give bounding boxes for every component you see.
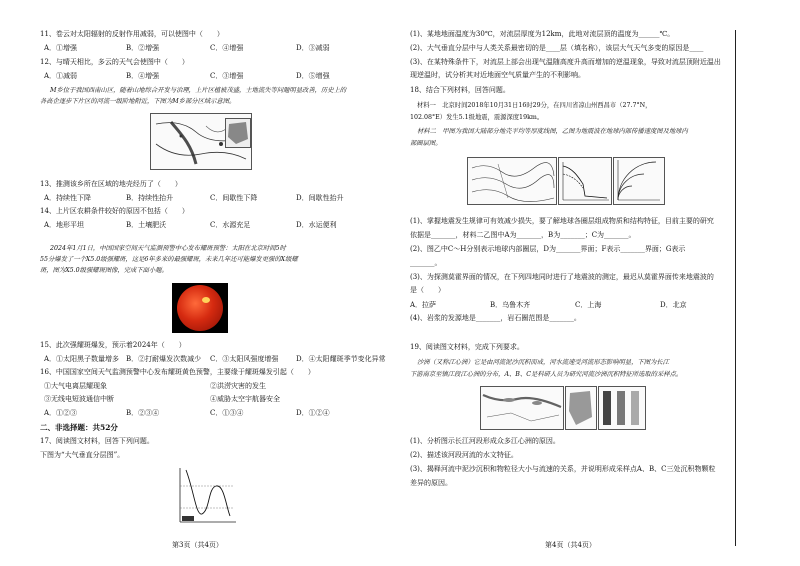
q17-part1: (1)、某地地面温度为30℃，对流层厚度为12km，此地对流层顶的温度为______℃。	[410, 30, 675, 38]
q18-part3-line1: (3)、为探测莫霍界面的情况，在下列四地同时进行了地震波的测定，最迟从莫霍界面传来地震波的	[410, 273, 714, 281]
q18-part3-line2: 是（ ）	[410, 286, 445, 294]
q14-stem: 14、上片区农耕条件较好的原因不包括（ ）	[40, 207, 189, 215]
inset-map	[225, 118, 251, 148]
section-heading: 二、非选择题：共52分	[40, 423, 118, 432]
river-sandbar-map	[480, 386, 564, 430]
q18-option-c: C．上海	[575, 301, 602, 309]
q16-item-2: ②洪涝灾害的发生	[210, 382, 266, 390]
q17-stem: 17、阅读图文材料，回答下列问题。	[40, 437, 154, 445]
q18-stem: 18、结合下列材料，回答问题。	[410, 86, 510, 94]
q12-option-a: A．①减弱	[44, 72, 78, 80]
sediment-grain-chart	[598, 386, 646, 430]
q13-option-b: B．持续性抬升	[126, 194, 174, 202]
q17-part3-line1: (3)、在某特殊条件下，对流层上部会出现气温随高度升高而增加的逆温现象，导致对流层顶附近温出	[410, 58, 721, 66]
q16-item-4: ④威胁太空宇航器安全	[210, 395, 280, 403]
passage3-line1: 沙洲（又称江心洲）它是由河流泥沙沉积而成，河水流速受河流形态影响明显，下图为长江	[417, 359, 669, 366]
q16-choice-b: B．②③④	[126, 409, 160, 417]
q17-sub: 下图为“大气垂直分层图”。	[40, 451, 125, 459]
q16-item-3: ③无线电短波通信中断	[44, 395, 114, 403]
atmosphere-layer-diagram	[172, 466, 238, 530]
q18-option-b: B．乌鲁木齐	[490, 301, 531, 309]
q16-item-1: ①大气电离层耀现象	[44, 382, 107, 390]
q16-choice-d: D．①②④	[296, 409, 330, 417]
q18-part1-line2: 依据是_______，材料二乙图中A为_______，B为_______；C为_______。	[410, 231, 636, 239]
q18-part2-line1: (2)、图乙中C～H分别表示地球内部圈层，D为_______界面；F表示_______界面；G表示	[410, 245, 686, 253]
material2-line2: 部圈层图。	[410, 140, 442, 147]
seismic-wave-speed-chart	[558, 157, 612, 205]
passage3-line2: 下游南京至镇江段江心洲的分布，A、B、C是科研人员为研究河流沙洲沉积特征所选取的采样点。	[410, 371, 683, 378]
q19-part2: (2)、描述该河段河流的水文特征。	[410, 451, 518, 459]
passage2-line1: 2024年1月1日，中国国家空间天气监测预警中心发布耀斑预警：太阳在北京时间5时	[50, 245, 286, 252]
passage1-line2: 各高企逐步下片区的河流一级阶地附近，下图为M乡部分区域示意图。	[40, 98, 236, 105]
q18-part1-line1: (1)、掌握地震发生规律可有效减少损失，要了解地球各圈层组成物质和结构特征，目前主要的研究	[410, 217, 714, 225]
page-footer-left: 第3页（共4页）	[172, 541, 223, 549]
material1-line1: 材料一 北京时间2018年10月31日16时29分，在四川省凉山州西昌市（27.7°N，	[417, 102, 652, 109]
page-footer-right: 第4页（共4页）	[545, 541, 596, 549]
q18-option-d: D．北京	[660, 301, 687, 309]
q11-stem: 11、卷云对太阳辐射的反射作用减弱，可以使图中（ ）	[40, 30, 224, 38]
q17-part3-line2: 现逆温时，试分析其对近地面空气质量产生的不利影响。	[410, 71, 585, 79]
q12-stem: 12、与晴天相比，多云的天气会使图中（ ）	[40, 58, 189, 66]
q17-part2: (2)、大气垂直分层中与人类关系最密切的是____层（填名称），该层大气天气多变的原因是____	[410, 44, 704, 52]
crust-thickness-map	[467, 157, 557, 205]
q18-option-a: A．拉萨	[410, 301, 437, 309]
q11-option-b: B．②增强	[126, 44, 160, 52]
q15-option-c: C．③太阳风强度增强	[210, 355, 279, 363]
q11-option-a: A．①增强	[44, 44, 78, 52]
q16-choice-a: A．①②③	[44, 409, 78, 417]
solar-flare-image	[172, 283, 228, 333]
q19-part3-line2: 差异的原因。	[410, 479, 452, 487]
q12-option-d: D．⑤增强	[296, 72, 330, 80]
q12-option-b: B．④增强	[126, 72, 160, 80]
binding-line	[735, 30, 736, 546]
q16-stem: 16、中国国家空间天气监测预警中心发布耀斑黄色预警，主要缘于耀斑爆发引起（ ）	[40, 368, 315, 376]
q18-part2-line2: _______。	[410, 259, 442, 267]
q16-choice-c: C．①③④	[210, 409, 244, 417]
q15-stem: 15、此次强耀斑爆发，预示着2024年（ ）	[40, 341, 186, 349]
river-inset-map	[565, 386, 597, 430]
q14-option-c: C．水源充足	[210, 221, 251, 229]
q13-option-d: D．间歇性抬升	[296, 194, 344, 202]
passage1-line1: M乡位于我国西南山区，随着山地综合开发与治理，上片区植被茂盛，土地流失等问题明显改善，历史上的	[50, 87, 347, 94]
material2-line1: 材料二 甲图为我国大陆部分地壳平均等厚度线图，乙图为地震波在地球内部传播速度图及地球内	[417, 128, 688, 135]
earth-interior-layers	[613, 157, 665, 205]
q11-option-d: D．③减弱	[296, 44, 330, 52]
q18-part4: (4)、岩浆的发源地是_______，岩石圈范围是_______。	[410, 314, 581, 322]
q19-part3-line1: (3)、揭释河流中泥沙沉积和物粒径大小与流速的关系，并说明形成采样点A、B、C三处沉积物颗粒	[410, 465, 716, 473]
q15-option-d: D．④太阳耀斑季节变化异常	[296, 355, 386, 363]
q13-stem: 13、推测该乡所在区域的地壳经历了（ ）	[40, 180, 182, 188]
q15-option-b: B．②打耐爆发次数减少	[126, 355, 202, 363]
q14-option-a: A．地形平坦	[44, 221, 85, 229]
left-page	[0, 0, 395, 566]
q14-option-b: B．土壤肥沃	[126, 221, 167, 229]
passage2-line2: 55分爆发了一个X5.0级强耀斑，这是6年多来的最强耀斑，未来几年还可能爆发更强的X级耀	[40, 256, 298, 263]
q19-part1: (1)、分析图示长江河段形成众多江心洲的原因。	[410, 437, 560, 445]
passage2-line3: 斑，图为X5.0级强耀斑图像，完成下面小题。	[40, 267, 168, 274]
right-page	[395, 0, 800, 566]
q19-stem: 19、阅读图文材料，完成下列要求。	[410, 343, 524, 351]
q14-option-d: D．水运便利	[296, 221, 337, 229]
q13-option-a: A．持续性下降	[44, 194, 92, 202]
q15-option-a: A．①太阳黑子数量增多	[44, 355, 120, 363]
material1-line2: 102.08°E）发生5.1级地震，震源深度19km。	[410, 114, 544, 121]
q11-option-c: C．④增强	[210, 44, 244, 52]
q13-option-c: C．间歇性下降	[210, 194, 258, 202]
q12-option-c: C．③增强	[210, 72, 244, 80]
